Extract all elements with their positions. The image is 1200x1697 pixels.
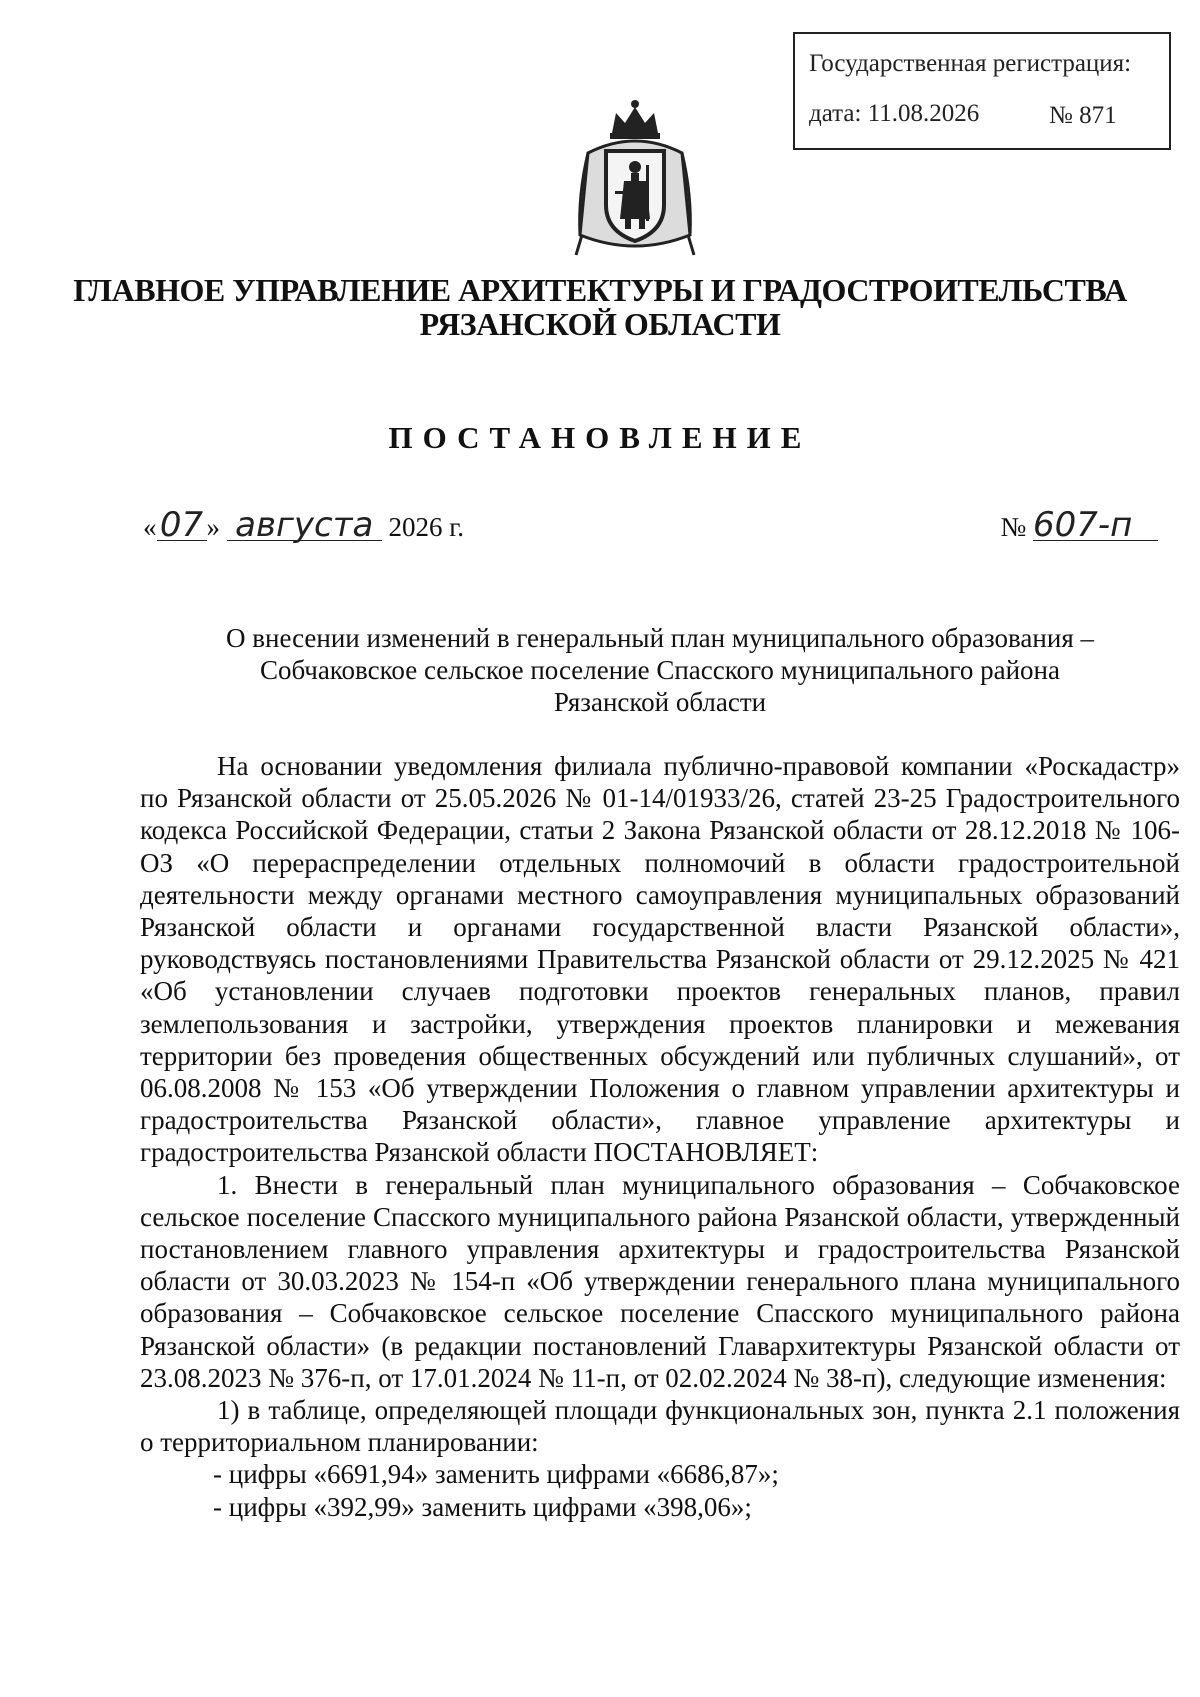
organization-name-line1: ГЛАВНОЕ УПРАВЛЕНИЕ АРХИТЕКТУРЫ И ГРАДОСТРОИТЕЛЬСТВА: [73, 272, 1127, 308]
document-number: [1000, 505, 1158, 545]
date-day: 07: [157, 510, 207, 541]
date-year: 2026 г.: [388, 512, 465, 542]
registration-number: № 871: [1049, 102, 1117, 129]
registration-stamp: [793, 32, 1171, 150]
registration-date: дата: 11.08.2026: [809, 100, 980, 127]
subject-line2: Собчаковское сельское поселение Спасского муниципального района: [260, 655, 1060, 685]
change-item: - цифры «6691,94» заменить цифрами «6686,87»;: [213, 1459, 779, 1490]
document-type-title: ПОСТАНОВЛЕНИЕ: [388, 420, 812, 455]
subject-line3: Рязанской области: [553, 687, 767, 717]
item-1-paragraph: 1. Внести в генеральный план муниципального образования – Собчаковское сельское поселение Спасского муниципального района Рязанской области, утвержденный постановлением главного управления архитектуры и градостроительства Рязанской области от 30.03.2023 № 154-п «Об утверждении генерального плана муниципального образования – Собчаковское сельское поселение Спасского муниципального района Рязанской области» (в редакции постановлений Главархитектуры Рязанской области от 23.08.2023 № 376-п, от 17.01.2024 № 11-п, от 02.02.2024 № 38-п), следующие изменения:: [140, 1169, 1180, 1393]
date-month: августа: [227, 510, 382, 541]
subject-line1: О внесении изменений в генеральный план муниципального образования –: [226, 623, 1094, 653]
ryazan-coat-of-arms-icon: [570, 95, 700, 265]
document-body: [140, 750, 1180, 1523]
item-1-1-paragraph: 1) в таблице, определяющей площади функциональных зон, пункта 2.1 положения о территориальном планировании:: [140, 1395, 1180, 1458]
change-item: - цифры «392,99» заменить цифрами «398,06»;: [213, 1491, 752, 1522]
organization-name-line2: РЯЗАНСКОЙ ОБЛАСТИ: [419, 306, 781, 342]
date-open-quote: «: [143, 512, 157, 542]
document-date: [143, 505, 465, 545]
registration-title: Государственная регистрация:: [809, 50, 1132, 77]
number-prefix: №: [1000, 512, 1027, 542]
preamble-paragraph: На основании уведомления филиала публично-правовой компании «Роскадастр» по Рязанской области от 25.05.2026 № 01-14/01933/26, статей 23-25 Градостроительного кодекса Российской Федерации, статьи 2 Закона Рязанской области от 28.12.2018 № 106-ОЗ «О перераспределении отдельных полномочий в области градостроительной деятельности между органами местного самоуправления муниципальных образований Рязанской области и органами государственной власти Рязанской области», руководствуясь постановлениями Правительства Рязанской области от 29.12.2025 № 421 «Об установлении случаев подготовки проектов генеральных планов, правил землепользования и застройки, утверждения проектов планировки и межевания территории без проведения общественных обсуждений или публичных слушаний», от 06.08.2008 № 153 «Об утверждении Положения о главном управлении архитектуры и градостроительства Рязанской области», главное управление архитектуры и градостроительства Рязанской области ПОСТАНОВЛЯЕТ:: [140, 751, 1180, 1168]
number-value: 607-п: [1033, 510, 1158, 541]
date-close-quote: »: [206, 512, 220, 542]
document-subject: [140, 622, 1180, 718]
